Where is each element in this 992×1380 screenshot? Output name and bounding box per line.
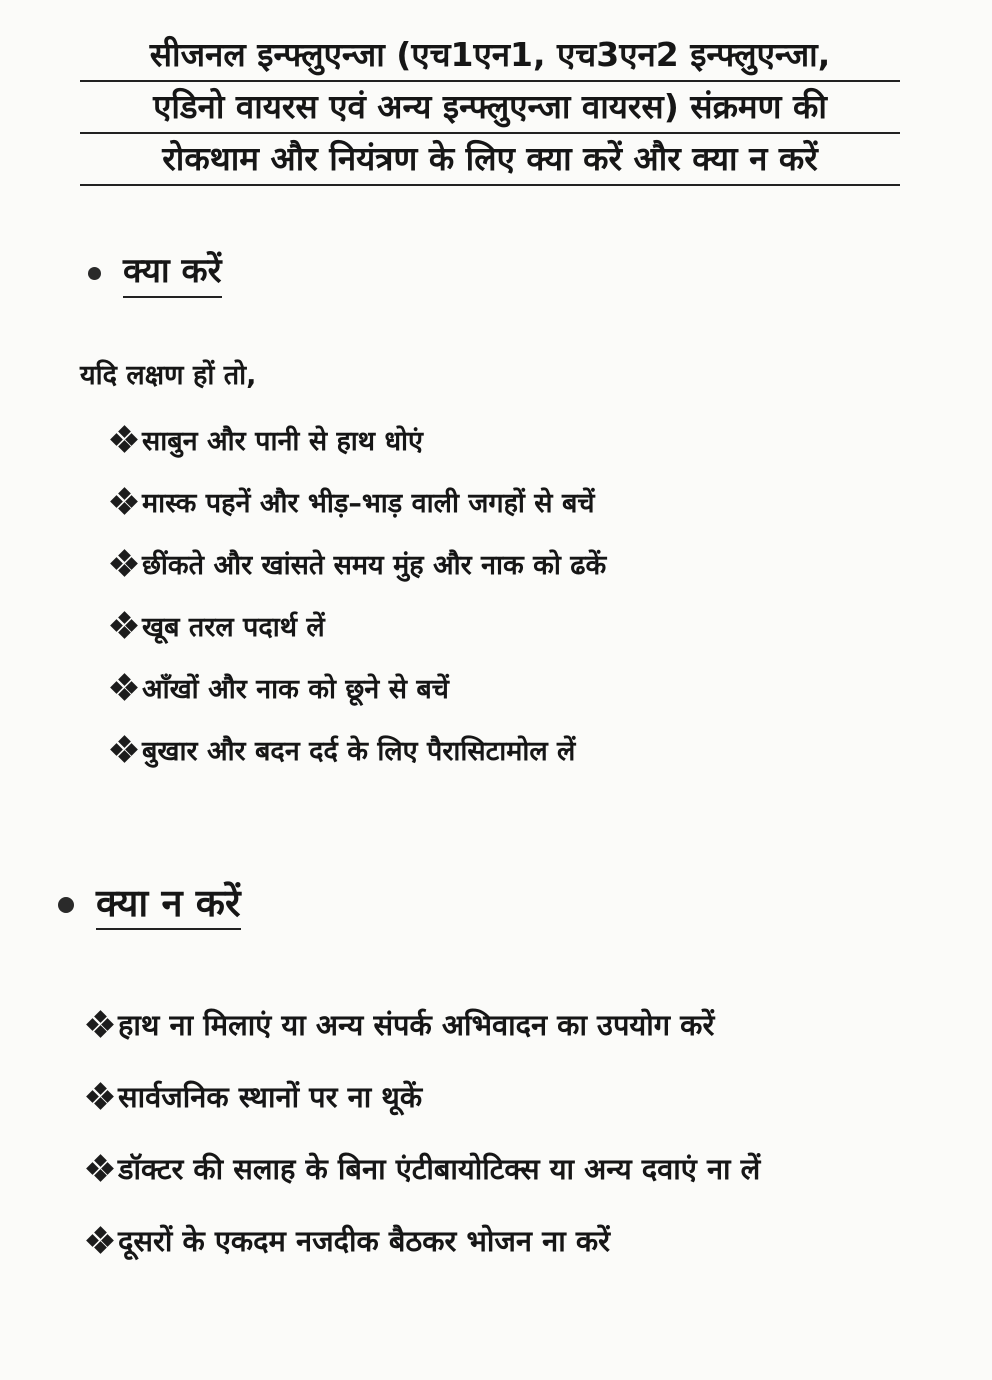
title-line-2: एडिनो वायरस एवं अन्य इन्फ्लुएन्जा वायरस) संक्रमण की	[80, 82, 900, 134]
filled-circle-bullet-icon	[58, 897, 74, 913]
list-item-text: मास्क पहनें और भीड़–भाड़ वाली जगहों से बचें	[142, 487, 595, 519]
four-diamond-bullet-icon	[112, 489, 136, 513]
list-item	[112, 470, 606, 532]
document-title	[80, 30, 900, 186]
list-item	[112, 594, 606, 656]
four-diamond-bullet-icon	[112, 427, 136, 451]
four-diamond-bullet-icon	[88, 1012, 112, 1036]
four-diamond-bullet-icon	[112, 675, 136, 699]
filled-circle-bullet-icon	[88, 267, 101, 280]
list-item	[112, 408, 606, 470]
list-item-text: बुखार और बदन दर्द के लिए पैरासिटामोल लें	[142, 735, 576, 767]
list-item-text: हाथ ना मिलाएं या अन्य संपर्क अभिवादन का उपयोग करें	[118, 1007, 715, 1042]
dos-list	[112, 408, 606, 780]
list-item	[112, 718, 606, 780]
list-item	[88, 1060, 760, 1132]
four-diamond-bullet-icon	[88, 1228, 112, 1252]
list-item-text: डॉक्टर की सलाह के बिना एंटीबायोटिक्स या अन्य दवाएं ना लें	[118, 1151, 761, 1186]
four-diamond-bullet-icon	[112, 737, 136, 761]
donts-list	[88, 988, 760, 1276]
donts-section-heading	[58, 880, 241, 930]
list-item	[88, 988, 760, 1060]
list-item-text: साबुन और पानी से हाथ धोएं	[142, 425, 423, 457]
four-diamond-bullet-icon	[112, 613, 136, 637]
list-item	[112, 532, 606, 594]
list-item	[88, 1204, 760, 1276]
dos-intro-text: यदि लक्षण हों तो,	[80, 360, 257, 391]
list-item-text: सार्वजनिक स्थानों पर ना थूकें	[118, 1079, 423, 1114]
title-line-1: सीजनल इन्फ्लुएन्जा (एच1एन1, एच3एन2 इन्फ्लुएन्जा,	[80, 30, 900, 82]
four-diamond-bullet-icon	[112, 551, 136, 575]
four-diamond-bullet-icon	[88, 1156, 112, 1180]
list-item	[112, 656, 606, 718]
dos-section-heading	[88, 248, 222, 298]
title-line-3: रोकथाम और नियंत्रण के लिए क्या करें और क्या न करें	[80, 134, 900, 186]
list-item-text: छींकते और खांसते समय मुंह और नाक को ढकें	[142, 549, 607, 581]
list-item-text: खूब तरल पदार्थ लें	[142, 611, 325, 643]
four-diamond-bullet-icon	[88, 1084, 112, 1108]
list-item	[88, 1132, 760, 1204]
list-item-text: आँखों और नाक को छूने से बचें	[142, 673, 449, 705]
list-item-text: दूसरों के एकदम नजदीक बैठकर भोजन ना करें	[118, 1223, 610, 1258]
dos-heading-text: क्या करें	[123, 248, 222, 298]
donts-heading-text: क्या न करें	[96, 880, 241, 930]
